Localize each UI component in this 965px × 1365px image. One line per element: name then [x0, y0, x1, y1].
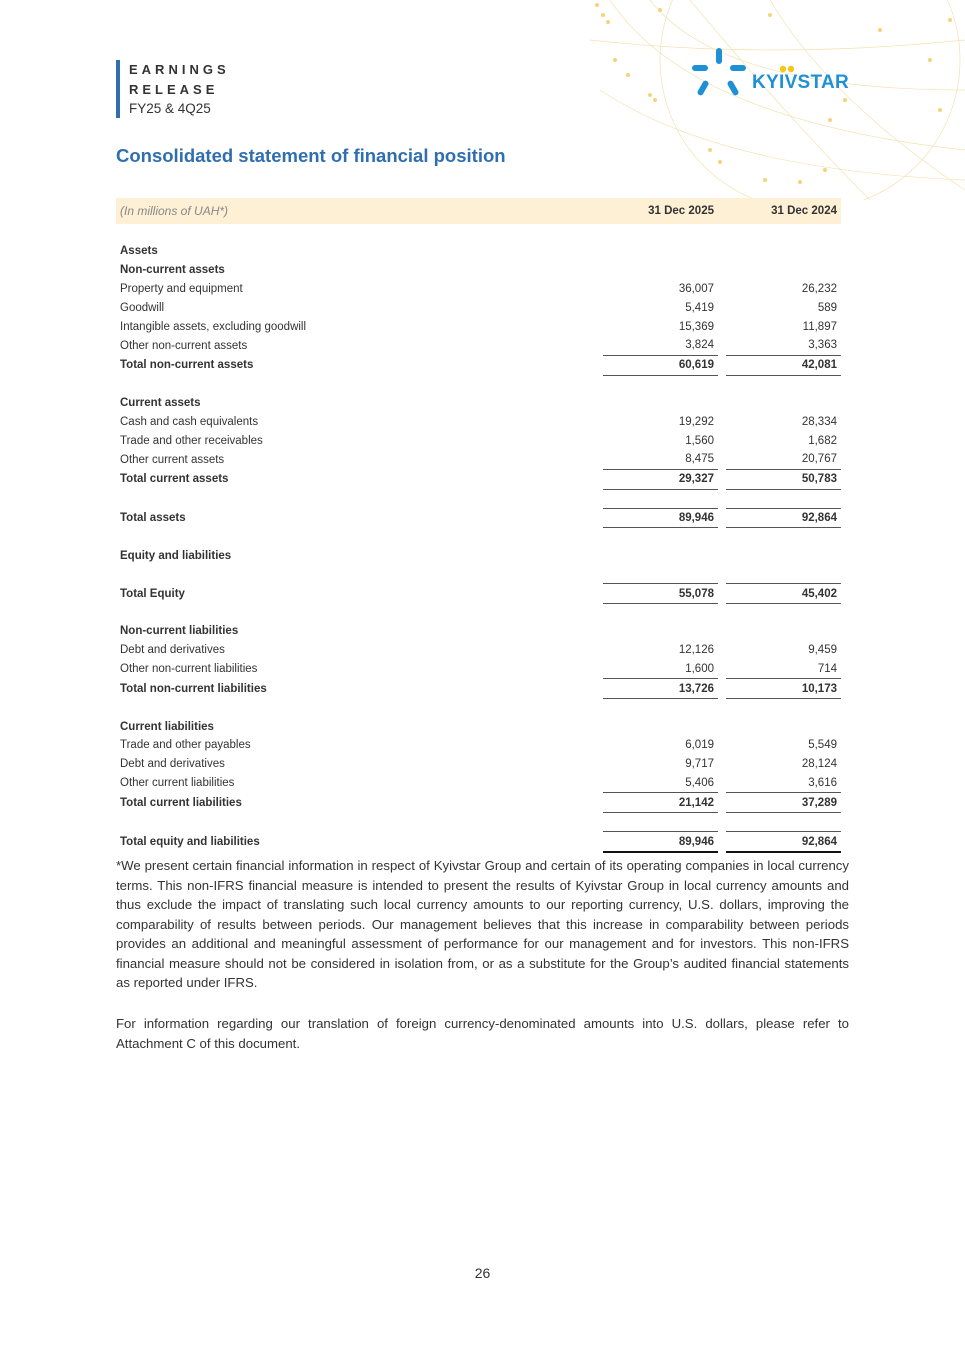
row-label: Other non-current liabilities	[120, 663, 258, 676]
row-label: Current assets	[120, 396, 201, 409]
value-2025: 8,475	[685, 453, 714, 466]
value-2024: 42,081	[726, 355, 841, 375]
table-row	[116, 641, 841, 660]
footnote-translation: For information regarding our translation of foreign currency-denominated amounts into U.S. dollars, please refer to Attachment C of this document.	[116, 1016, 849, 1051]
row-label: Goodwill	[120, 301, 165, 314]
table-row	[116, 431, 841, 450]
value-2024: 26,232	[801, 282, 837, 295]
value-2025: 21,142	[603, 793, 718, 813]
value-2025: 89,946	[603, 508, 718, 528]
value-2024: 3,363	[808, 339, 837, 352]
value-2025: 36,007	[678, 282, 714, 295]
row-label: Trade and other payables	[120, 739, 251, 752]
value-2024: 5,549	[808, 739, 837, 752]
column-header-2025: 31 Dec 2025	[603, 198, 718, 224]
value-2024: 28,334	[801, 415, 837, 428]
value-2025: 15,369	[678, 320, 714, 333]
table-row	[116, 394, 841, 413]
row-label: Total assets	[120, 511, 186, 524]
column-header-2024: 31 Dec 2024	[726, 198, 841, 224]
table-row-total	[116, 355, 841, 375]
value-2025: 19,292	[678, 415, 714, 428]
row-label: Debt and derivatives	[120, 644, 225, 657]
table-row	[116, 774, 841, 793]
header-period: FY25 & 4Q25	[129, 101, 211, 116]
table-row	[116, 317, 841, 336]
value-2024: 50,783	[726, 469, 841, 489]
table-row	[116, 298, 841, 317]
table-row	[116, 280, 841, 299]
table-row	[116, 546, 841, 565]
value-2025: 29,327	[603, 469, 718, 489]
value-2025: 89,946	[603, 832, 718, 852]
value-2024: 1,682	[808, 434, 837, 447]
header-earnings: EARNINGS	[129, 62, 230, 77]
unit-label: (In millions of UAH*)	[116, 198, 603, 224]
value-2024: 28,124	[801, 758, 837, 771]
table-header-row	[116, 198, 841, 224]
value-2025: 12,126	[678, 644, 714, 657]
value-2024: 20,767	[801, 453, 837, 466]
value-2025: 1,560	[685, 434, 714, 447]
row-label: Total non-current assets	[120, 359, 254, 372]
table-row	[116, 242, 841, 261]
row-label: Total current liabilities	[120, 796, 242, 809]
document-header	[116, 60, 230, 118]
value-2025: 55,078	[603, 584, 718, 604]
row-label: Cash and cash equivalents	[120, 415, 259, 428]
table-row	[116, 717, 841, 736]
value-2024: 3,616	[808, 776, 837, 789]
financial-position-table	[116, 198, 841, 853]
footnote-non-ifrs: *We present certain financial information in respect of Kyivstar Group and certain of its operating companies in local currency terms. This non-IFRS financial measure is intended to present the results of Kyivstar Group in local currency amounts and thus exclude the impact of translating such local currency amounts to our reporting currency, U.S. dollars, improving the comparability of results between periods. Our management believes that this increase in comparability between periods provides an additional and meaningful assessment of performance for our management and for investors. This non-IFRS financial measure should not be considered in isolation from, or as a substitute for the Group’s audited financial statements as reported under IFRS.	[116, 858, 849, 990]
table-row	[116, 622, 841, 641]
row-label: Total Equity	[120, 587, 185, 600]
value-2024: 45,402	[726, 584, 841, 604]
row-label: Property and equipment	[120, 282, 243, 295]
row-label: Other current assets	[120, 453, 225, 466]
value-2025: 1,600	[685, 662, 714, 675]
value-2024: 92,864	[726, 508, 841, 528]
row-label: Equity and liabilities	[120, 549, 232, 562]
value-2025: 6,019	[685, 739, 714, 752]
table-row-total	[116, 793, 841, 813]
row-label: Trade and other receivables	[120, 434, 263, 447]
row-label: Debt and derivatives	[120, 758, 225, 771]
page-number: 26	[474, 1265, 491, 1281]
logo-wordmark: KYIVSTAR	[752, 72, 850, 93]
value-2025: 60,619	[603, 355, 718, 375]
row-label: Other non-current assets	[120, 339, 248, 352]
value-2024: 11,897	[802, 320, 837, 333]
value-2025: 5,406	[685, 776, 714, 789]
page-title: Consolidated statement of financial position	[116, 145, 506, 166]
row-label: Non-current assets	[120, 264, 225, 277]
row-label: Total non-current liabilities	[120, 682, 267, 695]
table-row-total	[116, 679, 841, 699]
table-row	[116, 336, 841, 355]
row-label: Non-current liabilities	[120, 625, 239, 638]
value-2025: 9,717	[685, 758, 714, 771]
table-row	[116, 660, 841, 679]
row-label: Intangible assets, excluding goodwill	[120, 320, 307, 333]
table-row	[116, 736, 841, 755]
row-label: Current liabilities	[120, 720, 214, 733]
table-row-total	[116, 469, 841, 489]
header-release: RELEASE	[129, 82, 219, 97]
value-2025: 3,824	[685, 339, 714, 352]
value-2024: 9,459	[808, 644, 837, 657]
value-2024: 37,289	[726, 793, 841, 813]
table-row	[116, 412, 841, 431]
table-row-total	[116, 584, 841, 604]
table-row	[116, 450, 841, 469]
row-label: Other current liabilities	[120, 777, 235, 790]
value-2025: 13,726	[603, 679, 718, 699]
value-2024: 10,173	[726, 679, 841, 699]
value-2024: 589	[817, 301, 837, 314]
row-label: Assets	[120, 245, 158, 258]
row-label: Total equity and liabilities	[120, 835, 260, 848]
value-2025: 5,419	[685, 301, 714, 314]
table-row	[116, 261, 841, 280]
row-label: Total current assets	[120, 473, 229, 486]
table-row-grand-total	[116, 832, 841, 852]
table-row-total	[116, 508, 841, 528]
value-2024: 714	[817, 662, 837, 675]
value-2024: 92,864	[726, 832, 841, 852]
table-row	[116, 755, 841, 774]
